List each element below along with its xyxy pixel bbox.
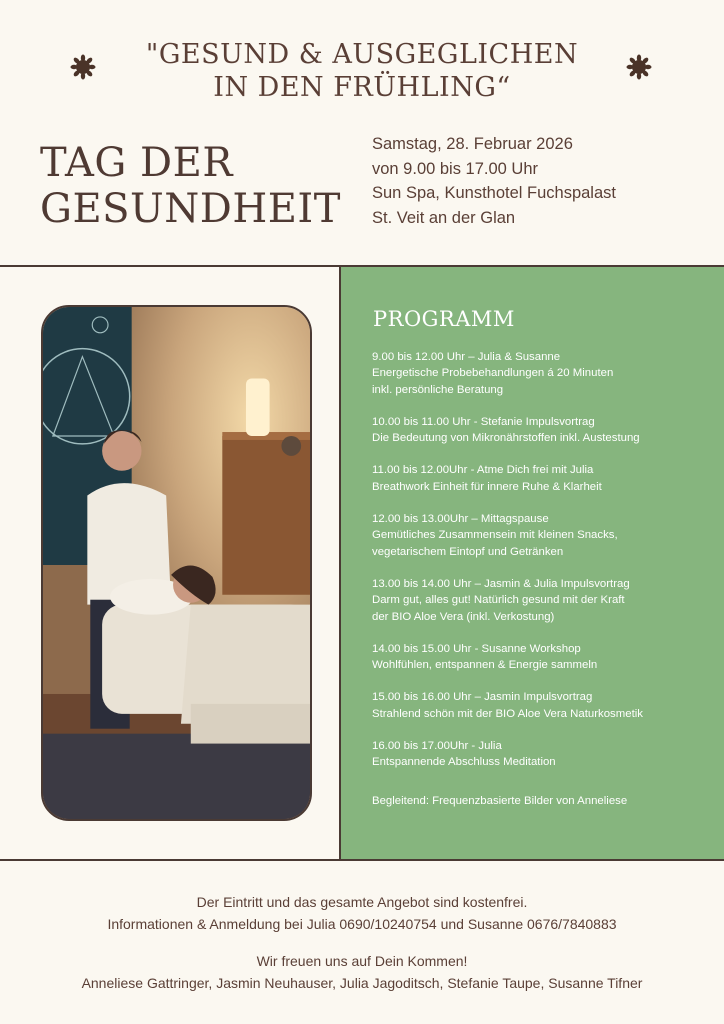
program-item-desc: inkl. persönliche Beratung — [372, 383, 504, 396]
program-item — [372, 689, 717, 722]
footer-organizers: Anneliese Gattringer, Jasmin Neuhauser, Julia Jagoditsch, Stefanie Taupe, Susanne Tifner — [81, 975, 643, 991]
program-item-time: 13.00 bis 14.00 Uhr – Jasmin & Julia Impulsvortrag — [372, 577, 630, 590]
program-item-desc: vegetarischem Eintopf und Getränken — [372, 545, 564, 558]
event-date: Samstag, 28. Februar 2026 — [372, 135, 573, 153]
page-title — [40, 140, 341, 232]
header-section — [0, 0, 724, 266]
event-details — [372, 132, 616, 230]
motto-line-2: IN DEN FRÜHLING“ — [213, 72, 511, 103]
program-item-time: 12.00 bis 13.00Uhr – Mittagspause — [372, 513, 549, 526]
footer-free-entry: Der Eintritt und das gesamte Angebot sind kostenfrei. — [196, 894, 528, 910]
program-item-time: 11.00 bis 12.00Uhr - Atme Dich frei mit Julia — [372, 464, 594, 477]
program-item-desc: Die Bedeutung von Mikronährstoffen inkl. Austestung — [372, 432, 640, 445]
footer — [0, 861, 724, 1024]
program-panel — [341, 267, 724, 859]
massage-photo — [41, 305, 312, 821]
footer-welcome: Wir freuen uns auf Dein Kommen! — [256, 953, 468, 969]
program-item — [372, 462, 717, 495]
event-time: von 9.00 bis 17.00 Uhr — [372, 159, 539, 178]
program-item-desc: Breathwork Einheit für innere Ruhe & Klarheit — [372, 480, 602, 493]
program-item-desc: Entspannende Abschluss Meditation — [372, 756, 556, 769]
event-venue: Sun Spa, Kunsthotel Fuchspalast — [372, 184, 616, 202]
motto-line-1: "GESUND & AUSGEGLICHEN — [145, 39, 579, 70]
program-item-desc: Gemütliches Zusammensein mit kleinen Snacks, — [372, 529, 618, 542]
program-item-time: 16.00 bis 17.00Uhr - Julia — [372, 740, 502, 753]
title-line-2: GESUNDHEIT — [40, 186, 341, 232]
program-item — [372, 349, 717, 398]
program-item-desc: Darm gut, alles gut! Natürlich gesund mit der Kraft — [372, 594, 625, 607]
event-town: St. Veit an der Glan — [372, 208, 516, 227]
footer-contact: Informationen & Anmeldung bei Julia 0690/10240754 und Susanne 0676/7840883 — [107, 916, 617, 932]
program-item-desc: Strahlend schön mit der BIO Aloe Vera Naturkosmetik — [372, 707, 643, 720]
program-item-time: 14.00 bis 15.00 Uhr - Susanne Workshop — [372, 642, 581, 655]
program-title: PROGRAMM — [373, 307, 515, 331]
title-line-1: TAG DER — [40, 140, 233, 186]
program-item-time: 9.00 bis 12.00 Uhr – Julia & Susanne — [372, 351, 561, 363]
flower-ornament-icon — [70, 54, 96, 80]
program-item-time: 15.00 bis 16.00 Uhr – Jasmin Impulsvortrag — [372, 691, 593, 704]
program-list — [372, 349, 717, 787]
program-item — [372, 414, 717, 447]
program-item-time: 10.00 bis 11.00 Uhr - Stefanie Impulsvortrag — [372, 415, 595, 428]
program-accompanying-note: Begleitend: Frequenzbasierte Bilder von Anneliese — [372, 795, 628, 807]
program-item — [372, 738, 717, 771]
program-item-desc: Energetische Probebehandlungen á 20 Minuten — [372, 367, 614, 380]
program-item-desc: Wohlfühlen, entspannen & Energie sammeln — [372, 659, 598, 672]
program-item — [372, 511, 717, 560]
program-item-desc: der BIO Aloe Vera (inkl. Verkostung) — [372, 610, 555, 623]
motto-heading — [130, 38, 594, 104]
program-item — [372, 576, 717, 625]
flower-ornament-icon — [626, 54, 652, 80]
massage-photo-illustration — [43, 307, 310, 819]
program-item — [372, 641, 717, 674]
